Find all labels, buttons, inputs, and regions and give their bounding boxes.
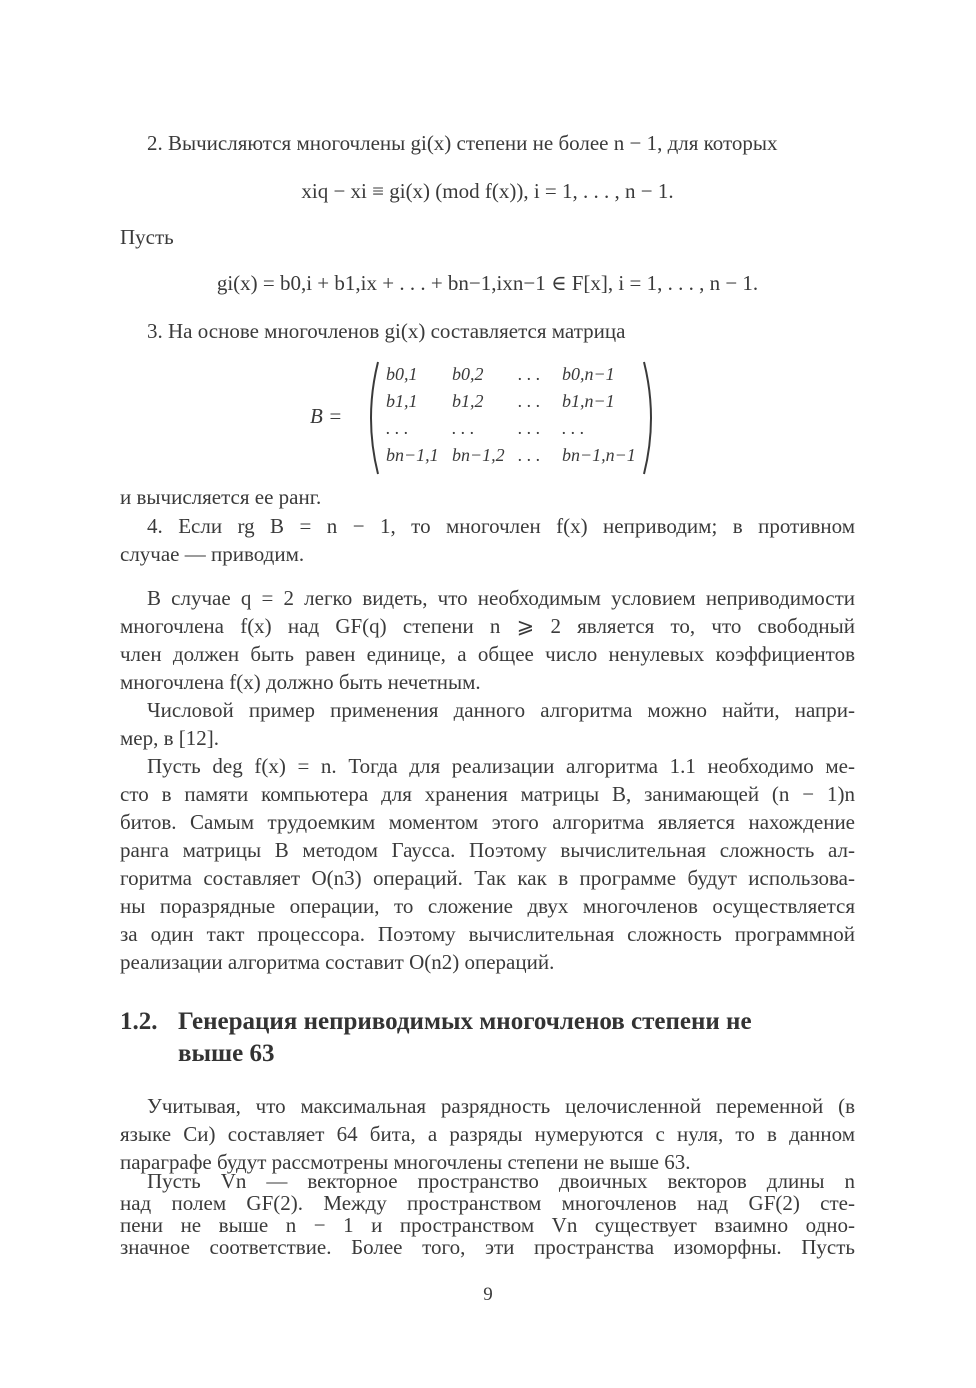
matrix-cell: . . . [518, 391, 541, 411]
text-line: многочлена f(x) должно быть нечетным. [120, 670, 481, 694]
text-line: 3. На основе многочленов gi(x) составляется матрица [147, 319, 626, 343]
text-line: за один такт процессора. Поэтому вычислительная сложность программной [120, 922, 855, 946]
text-line: мер, в [12]. [120, 726, 220, 750]
text-line: битов. Самым трудоемким моментом этого алгоритма является нахождение [120, 810, 855, 834]
text-line: параграфе будут рассмотрены многочлены степени не выше 63. [120, 1150, 691, 1174]
matrix-cell: b0,1 [386, 364, 418, 384]
matrix-cell: . . . [386, 418, 409, 438]
section-heading [120, 1006, 855, 1070]
matrix-cell: b1,1 [386, 391, 418, 411]
equation-2: gi(x) = b0,i + b1,ix + . . . + bn−1,ixn−1 ∈ F[x], i = 1, . . . , n − 1. [216, 271, 759, 295]
matrix-cell: . . . [452, 418, 475, 438]
text-line: горитма составляет O(n3) операций. Так как в программе будут использова- [120, 866, 855, 890]
text-line: и вычисляется ее ранг. [120, 485, 322, 509]
text-line: значное соответствие. Более того, эти пространства изоморфны. Пусть [120, 1235, 855, 1259]
matrix-cell: bn−1,n−1 [562, 445, 636, 465]
text-line: 2. Вычисляются многочлены gi(x) степени не более n − 1, для которых [147, 131, 778, 155]
text-line: сто в памяти компьютера для хранения матрицы B, занимающей (n − 1)n [120, 782, 855, 806]
text-line: многочлена f(x) над GF(q) степени n ⩾ 2 является то, что свободный [120, 614, 855, 638]
text-line: Учитывая, что максимальная разрядность целочисленной переменной (в [147, 1094, 855, 1118]
matrix-cell: . . . [518, 445, 541, 465]
text-line: Пусть deg f(x) = n. Тогда для реализации алгоритма 1.1 необходимо ме- [147, 754, 855, 778]
text-line: над полем GF(2). Между пространством многочленов над GF(2) сте- [120, 1191, 855, 1215]
text-line: Пусть [120, 225, 174, 249]
text-line: реализации алгоритма составит O(n2) операций. [120, 950, 555, 974]
equation-1: xiq − xi ≡ gi(x) (mod f(x)), i = 1, . . . , n − 1. [301, 179, 674, 203]
text-line: ны поразрядные операции, то сложение двух многочленов осуществляется [120, 894, 855, 918]
text-line: пени не выше n − 1 и пространством Vn существует взаимно одно- [120, 1213, 855, 1237]
text-line: ранга матрицы B методом Гаусса. Поэтому вычислительная сложность ал- [120, 838, 855, 862]
matrix-cell: b0,2 [452, 364, 484, 384]
matrix-cell: bn−1,1 [386, 445, 439, 465]
matrix-cell: . . . [562, 418, 585, 438]
matrix-b [310, 360, 670, 476]
left-paren-icon [362, 360, 382, 476]
matrix-label: B = [310, 404, 343, 428]
section-title-line2: выше 63 [178, 1040, 275, 1067]
matrix-cell: b0,n−1 [562, 364, 615, 384]
text-line: Числовой пример применения данного алгоритма можно найти, напри- [147, 698, 855, 722]
section-number: 1.2. [120, 1008, 158, 1035]
text-line: 4. Если rg B = n − 1, то многочлен f(x) неприводим; в противном [147, 514, 855, 538]
matrix-cell: bn−1,2 [452, 445, 505, 465]
matrix-cell: b1,2 [452, 391, 484, 411]
matrix-cell: b1,n−1 [562, 391, 615, 411]
text-line: В случае q = 2 легко видеть, что необходимым условием неприводимости [147, 586, 855, 610]
section-title-line1: Генерация неприводимых многочленов степени не [178, 1008, 752, 1035]
text-line: языке Си) составляет 64 бита, а разряды нумеруются с нуля, то в данном [120, 1122, 855, 1146]
text-line: случае — приводим. [120, 542, 305, 566]
matrix-grid [386, 364, 652, 472]
page-number: 9 [483, 1284, 493, 1305]
matrix-cell: . . . [518, 364, 541, 384]
text-line: член должен быть равен единице, а общее число ненулевых коэффициентов [120, 642, 855, 666]
matrix-cell: . . . [518, 418, 541, 438]
text-line: Пусть Vn — векторное пространство двоичных векторов длины n [147, 1169, 855, 1193]
right-paren-icon [640, 360, 660, 476]
